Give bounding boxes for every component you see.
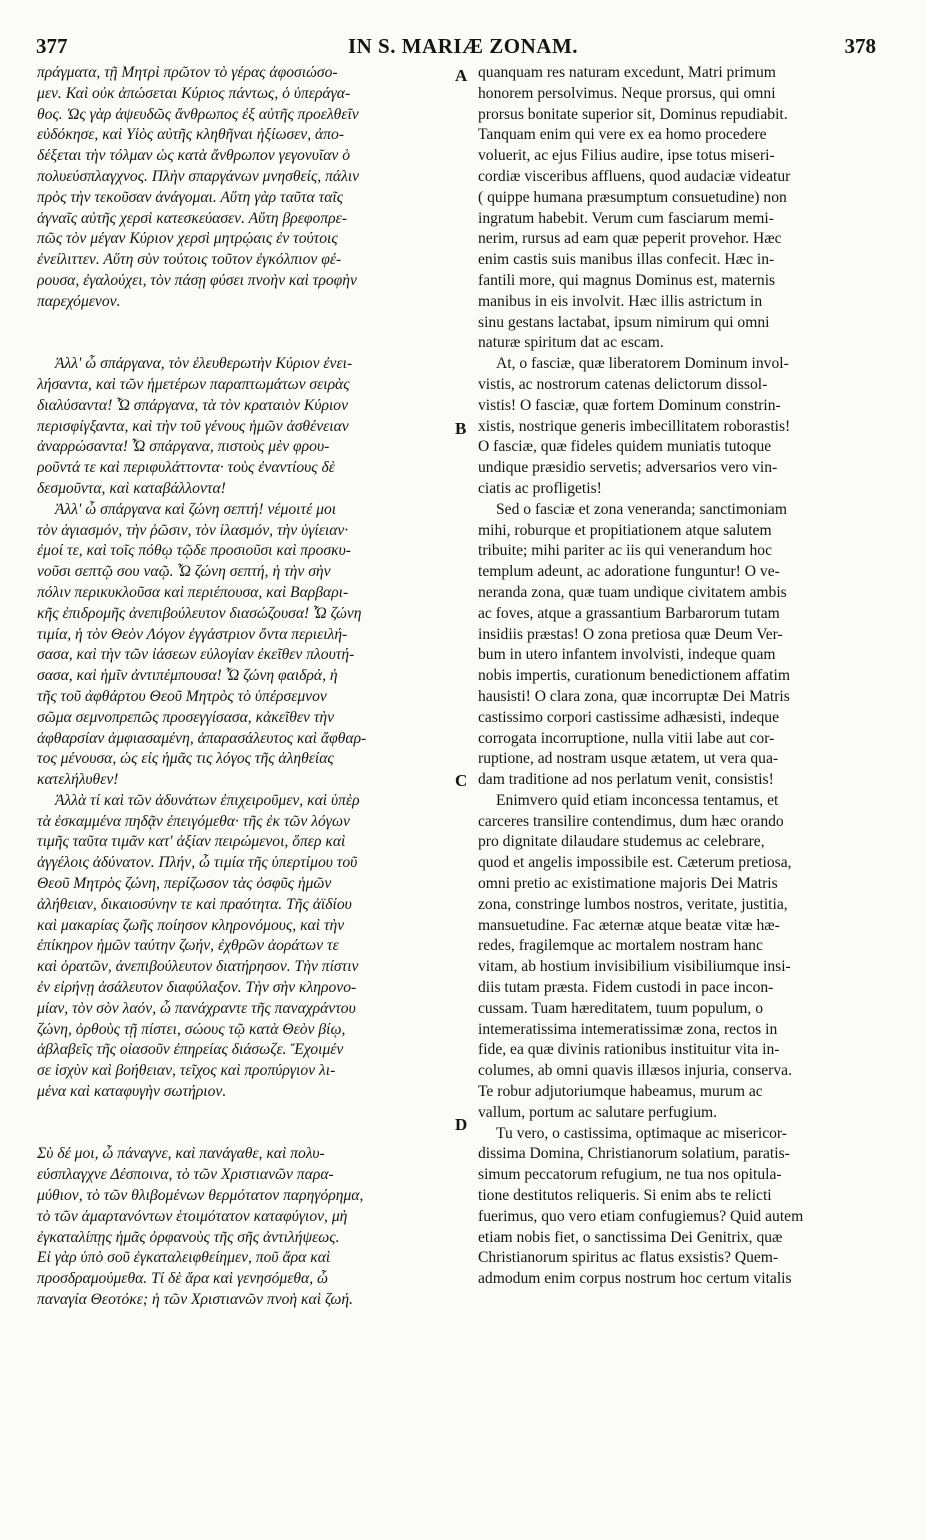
greek-text-line: δέξεται τὴν τόλμαν ὡς κατὰ ἄνθρωπον γεγονυῖαν ὁ: [37, 147, 351, 165]
greek-text-line: δεσμοῦντα, καὶ καταβάλλοντα!: [37, 479, 226, 497]
greek-text-line: σασα, καὶ τὴν τῶν ἰάσεων εὐλογίαν ἐκεῖθεν πλουτή-: [37, 646, 355, 664]
latin-text-line: ruptione, ad nostram usque ætatem, ut vera qua-: [478, 750, 779, 768]
latin-text-line: ( quippe humana præsumptum consuetudine) non: [478, 188, 787, 206]
latin-text-line: At, o fasciæ, quæ liberatorem Dominum invol-: [496, 355, 789, 373]
greek-text-line: προσδραμούμεθα. Τί δὲ ἄρα καὶ γενησόμεθα, ὦ: [37, 1270, 329, 1288]
latin-text-line: intemeratissima intemeratissimæ zona, rectos in: [478, 1020, 778, 1038]
greek-text-line: Θεοῦ Μητρὸς ζώνη, περίζωσον τὰς ὀσφῦς ἡμῶν: [37, 875, 332, 893]
greek-text-line: σῶμα σεμνοπρεπῶς προσεγγίσασα, κἀκεῖθεν τὴν: [37, 708, 335, 726]
greek-text-line: ἐνείλιττεν. Αὕτη σὺν τούτοις τοῦτον ἐγκόλπιον φέ-: [37, 251, 342, 269]
greek-text-line: ἀφθαρσίαν ἀμφιασαμένη, ἀπαρασάλευτος καὶ ἄφθαρ-: [37, 729, 367, 747]
greek-text-line: περισφίγξαντα, καὶ τὴν τοῦ γένους ἡμῶν ἀσθένειαν: [37, 417, 349, 435]
greek-text-line: τὸν ἁγιασμόν, τὴν ῥῶσιν, τὸν ἱλασμόν, τὴν ὑγίειαν·: [37, 521, 349, 539]
right-page-number: 378: [844, 34, 876, 58]
greek-text-line: μεν. Καὶ οὐκ ἀπώσεται Κύριος πάντως, ὁ ὑπεράγα-: [37, 84, 351, 102]
latin-text-line: vallum, portum ac salutare perfugium.: [478, 1103, 718, 1121]
latin-text-line: bum in utero infantem involvisti, indeque quam: [478, 646, 776, 664]
greek-text-line: ρουσα, ἐγαλούχει, τὸν πάσῃ φύσει πνοὴν καὶ τροφὴν: [37, 271, 357, 289]
section-marker-b: B: [455, 419, 467, 438]
greek-blank-line: [37, 313, 455, 334]
latin-text-line: ac foves, atque a grassantium Barbarorum tutam: [478, 604, 780, 622]
latin-text-line: xistis, nostrique generis imbecillitatem roborastis!: [478, 417, 791, 435]
greek-text-line: Ἀλλ' ὦ σπάργανα καὶ ζώνη σεπτή! νέμοιτέ μοι: [55, 500, 337, 518]
latin-text-line: cussam. Tuam hæreditatem, tuum populum, o: [478, 999, 764, 1017]
latin-text-line: naturæ spiritum dat ac escam.: [478, 334, 664, 352]
greek-text-line: Σὺ δέ μοι, ὦ πάναγνε, καὶ πανάγαθε, καὶ πολυ-: [37, 1145, 325, 1163]
greek-text-line: κῆς ἐπιδρομῆς ἀνεπιβούλευτον διασώζουσα! Ὦ ζώνη: [37, 604, 362, 622]
greek-text-line: παναγία Θεοτόκε; ἡ τῶν Χριστιανῶν πνοὴ καὶ ζωή.: [37, 1291, 354, 1309]
greek-text-line: ἐμοί τε, καὶ τοῖς πόθῳ τῷδε προσιοῦσι καὶ προσκυ-: [37, 542, 351, 560]
left-page-number: 377: [36, 34, 68, 58]
latin-text-line: Christianorum spiritus ac flatus exsistis? Quem-: [478, 1249, 779, 1267]
latin-text-line: Tanquam enim qui vere ex ea homo procedere: [478, 126, 767, 144]
latin-text-line: corrogata incorruptione, nulla vitii labe aut cor-: [478, 729, 775, 747]
greek-text-line: ἐπίκηρον ἡμῶν ταύτην ζωήν, ἐχθρῶν ἀοράτων τε: [37, 937, 339, 955]
greek-text-line: ἀλήθειαν, δικαιοσύνην τε καὶ πραότητα. Τῆς ἀϊδίου: [37, 895, 352, 913]
latin-text-line: templum adeunt, ac adoratione funguntur! O ve-: [478, 563, 780, 581]
greek-text-line: σε ἰσχὺν καὶ βοήθειαν, τεῖχος καὶ προπύργιον λι-: [37, 1062, 336, 1080]
greek-blank-line: [37, 1124, 455, 1145]
greek-text-column: [37, 63, 455, 1311]
latin-text-line: O fasciæ, quæ fideles quidem muniatis tutoque: [478, 438, 772, 456]
latin-text-line: nerim, rursus ad eam quæ peperit provehor. Hæc: [478, 230, 782, 248]
latin-text-line: cordiæ visceribus affluens, quod audaciæ videatur: [478, 167, 791, 185]
greek-text-line: Εἰ γὰρ ὑπὸ σοῦ ἐγκαταλειφθείημεν, ποῦ ἄρα καὶ: [37, 1249, 331, 1267]
latin-text-line: carceres transilire contendimus, dum hæc orando: [478, 812, 784, 830]
latin-text-line: enim castis suis manibus illas confecit. Hæc in-: [478, 251, 775, 269]
latin-text-line: simum peccatorum refugium, ne tua nos opitula-: [478, 1166, 782, 1184]
greek-text-line: τὸ τῶν ἁμαρτανόντων ἑτοιμότατον καταφύγιον, μὴ: [37, 1207, 348, 1225]
latin-text-line: vistis, ac nostrorum catenas delictorum dissol-: [478, 375, 768, 393]
greek-text-line: πολυεύσπλαγχνος. Πλὴν σπαργάνων μνησθείς, πάλιν: [37, 167, 360, 185]
greek-text-line: θος. Ὡς γὰρ ἀψευδῶς ἄνθρωπος ἐξ αὐτῆς προελθεῖν: [37, 105, 359, 123]
section-marker-d: D: [455, 1115, 468, 1134]
latin-text-line: vistis! O fasciæ, quæ fortem Dominum constrin-: [478, 396, 781, 414]
latin-text-line: fantili more, qui magnus Dominus est, maternis: [478, 271, 776, 289]
greek-text-line: ἀγγέλοις ἀδύνατον. Πλήν, ὦ τιμία τῆς ὑπερτίμου τοῦ: [37, 854, 358, 872]
running-title: IN S. MARIÆ ZONAM.: [347, 34, 579, 58]
greek-text-line: νοῦσι σεπτῷ σου ναῷ. Ὦ ζώνη σεπτή, ἡ τὴν σὴν: [37, 563, 331, 581]
latin-text-line: zona, constringe lumbos nostros, veritate, justitia,: [478, 895, 788, 913]
latin-text-line: tribuite; mihi pariter ac iis qui venerandum hoc: [478, 542, 773, 560]
page-header: [0, 0, 926, 60]
latin-text-line: nobis impertis, curationum benedictionem affatim: [478, 667, 790, 685]
latin-text-line: fide, ea quæ divinis rationibus instituitur vita in-: [478, 1041, 780, 1059]
greek-text-line: καὶ μακαρίας ζωῆς ποίησον κληρονόμους, καὶ τὴν: [37, 916, 345, 934]
latin-text-line: redes, fragilemque ac mortalem nostram hanc: [478, 937, 763, 955]
latin-text-line: diis tutam præsta. Fidem custodi in pace incon-: [478, 979, 774, 997]
greek-text-line: ἀναρρώσαντα! Ὦ σπάργανα, πιστοὺς μὲν φρου-: [37, 438, 330, 456]
latin-text-line: castissimo corpori castissime adhæsisti, indeque: [478, 708, 780, 726]
greek-text-line: σασα, καὶ ἡμῖν ἀντιπέμπουσα! Ὦ ζώνη φαιδρά, ἡ: [37, 667, 338, 685]
greek-text-line: κατελήλυθεν!: [37, 771, 119, 789]
greek-text-line: ἐν εἰρήνῃ ἀσάλευτον διαφύλαξον. Τὴν σὴν κληρονο-: [37, 979, 357, 997]
latin-text-line: omni pretio ac existimatione majoris Dei Matris: [478, 875, 778, 893]
greek-text-line: πῶς τὸν μέγαν Κύριον χερσὶ μητρῴαις ἐν τούτοις: [37, 230, 338, 248]
greek-blank-line: [37, 333, 455, 354]
latin-text-column: [478, 63, 890, 1290]
greek-text-line: πόλιν περικυκλοῦσα καὶ περιέπουσα, καὶ Βαρβαρι-: [37, 583, 349, 601]
greek-text-line: λήσαντα, καὶ τῶν ἡμετέρων παραπτωμάτων σειρὰς: [37, 375, 350, 393]
greek-text-line: ἁγναῖς αὐτῆς χερσὶ κατεσκεύασεν. Αὕτη βρεφοπρε-: [37, 209, 347, 227]
greek-text-line: ροῦντά τε καὶ περιφυλάττοντα· τοὺς ἐναντίους δὲ: [37, 459, 335, 477]
greek-text-line: ζώνη, ὀρθοὺς τῇ πίστει, σώους τῷ κατὰ Θεὸν βίῳ,: [37, 1020, 346, 1038]
latin-text-line: quod et angelis impossibile est. Cæterum pretiosa,: [478, 854, 792, 872]
latin-text-line: Te robur adjutoriumque habeamus, murum ac: [478, 1083, 763, 1101]
greek-text-line: εύσπλαγχνε Δέσποινα, τὸ τῶν Χριστιανῶν παρα-: [37, 1166, 334, 1184]
greek-text-line: ἀβλαβεῖς τῆς οἰασοῦν ἐπηρείας διάσωζε. Ἔχοιμέν: [37, 1041, 344, 1059]
greek-text-line: διαλύσαντα! Ὦ σπάργανα, τὰ τὸν κραταιὸν Κύριον: [37, 396, 349, 414]
greek-text-line: τος μένουσα, ὡς εἰς ἡμᾶς τις λόγος τῆς ἀληθείας: [37, 750, 334, 768]
latin-text-line: vitam, ab hostium invisibilium visibiliumque insi-: [478, 958, 791, 976]
latin-text-line: ciatis ac profligetis!: [478, 479, 602, 497]
latin-text-line: prorsus bonitate superior sit, Dominus repudiabit.: [478, 105, 788, 123]
greek-text-line: μύθιον, τὸ τῶν θλιβομένων θερμότατον παρηγόρημα,: [37, 1187, 364, 1205]
latin-text-line: voluerit, ac ejus Filius audire, ipse totus miseri-: [478, 147, 775, 165]
latin-text-line: fuerimus, quo vero etiam confugiemus? Quid autem: [478, 1207, 804, 1225]
greek-text-line: παρεχόμενον.: [37, 292, 121, 310]
latin-text-line: Sed o fasciæ et zona veneranda; sanctimoniam: [496, 500, 787, 518]
latin-text-line: Tu vero, o castissima, optimaque ac misericor-: [496, 1124, 787, 1142]
latin-text-line: manibus in eis involvit. Hæc illis astrictum in: [478, 292, 763, 310]
greek-text-line: Ἀλλ' ὦ σπάργανα, τὸν ἐλευθερωτὴν Κύριον ἐνει-: [55, 355, 353, 373]
greek-text-line: πρὸς τὴν τεκοῦσαν ἀνάγομαι. Αὕτη γὰρ ταῦτα ταῖς: [37, 188, 344, 206]
greek-text-line: ἐγκαταλίπῃς ἡμᾶς ὀρφανοὺς τῆς σῆς ἀντιλήψεως.: [37, 1228, 340, 1246]
greek-text-line: εὐδόκησε, καὶ Υἱὸς αὐτῆς κληθῆναι ἠξίωσεν, ἀπο-: [37, 126, 345, 144]
latin-text-line: undique præsidio servetis; adversarios vero vin-: [478, 459, 778, 477]
latin-text-line: honorem persolvimus. Neque prorsus, qui omni: [478, 84, 776, 102]
latin-text-line: quanquam res naturam excedunt, Matri primum: [478, 64, 776, 81]
latin-text-line: columes, ab omni quavis illæsos injuria, conserva.: [478, 1062, 792, 1080]
greek-text-line: πράγματα, τῇ Μητρὶ πρῶτον τὸ γέρας ἀφοσιώσο-: [37, 64, 338, 81]
greek-text-line: καὶ ὁρατῶν, ἀνεπιβούλευτον διατήρησον. Τὴν πίστιν: [37, 958, 359, 976]
greek-text-line: τὰ ἐσκαμμένα πηδᾷν ἐπειγόμεθα· τῆς ἐκ τῶν λόγων: [37, 812, 350, 830]
latin-text-line: Enimvero quid etiam inconcessa tentamus, et: [496, 791, 779, 809]
latin-text-line: tione destitutos reliqueris. Si enim abs te relicti: [478, 1187, 772, 1205]
greek-text-line: Ἀλλὰ τί καὶ τῶν ἀδυνάτων ἐπιχειροῦμεν, καὶ ὑπὲρ: [55, 791, 360, 809]
greek-blank-line: [37, 1103, 455, 1124]
latin-text-line: sinu gestans lactabat, ipsum nimirum qui omni: [478, 313, 770, 331]
latin-text-line: hausisti! O clara zona, quæ incorruptæ Dei Matris: [478, 687, 790, 705]
latin-text-line: ingratum habebit. Verum cum fasciarum memi-: [478, 209, 774, 227]
greek-text-line: τιμῆς ταῦτα τιμᾶν κατ' ἀξίαν πειρώμενοι, ὅπερ καὶ: [37, 833, 346, 851]
greek-text-line: μένα καὶ καταφυγὴν σωτήριον.: [37, 1083, 227, 1101]
latin-text-line: dam traditione ad nos perlatum venit, consistis!: [478, 771, 774, 789]
latin-text-line: neranda zona, quæ tuam undique civitatem ambis: [478, 583, 787, 601]
latin-text-line: pro dignitate dilaudare studemus ac celebrare,: [478, 833, 765, 851]
latin-text-line: admodum enim corpus nostrum hoc certum vitalis: [478, 1270, 792, 1288]
latin-text-line: mansuetudine. Fac æternæ atque beatæ vitæ hæ-: [478, 916, 780, 934]
latin-text-line: insidiis præstas! O zona pretiosa quæ Deum Ver-: [478, 625, 783, 643]
greek-text-line: τιμία, ἡ τὸν Θεὸν Λόγον ἐγγάστριον ὄντα περιειλή-: [37, 625, 348, 643]
latin-text-line: mihi, roburque et propitiationem atque salutem: [478, 521, 772, 539]
greek-text-line: τῆς τοῦ ἀφθάρτου Θεοῦ Μητρὸς τὸ ὑπέρσεμνον: [37, 687, 327, 705]
latin-text-line: etiam nobis fiet, o sanctissima Dei Genitrix, quæ: [478, 1228, 783, 1246]
latin-text-line: dissima Domina, Christianorum solatium, paratis-: [478, 1145, 790, 1163]
section-marker-a: A: [455, 66, 468, 85]
section-marker-c: C: [455, 771, 468, 790]
greek-text-line: μίαν, τὸν σὸν λαόν, ὦ πανάχραντε τῆς παναχράντου: [37, 999, 356, 1017]
